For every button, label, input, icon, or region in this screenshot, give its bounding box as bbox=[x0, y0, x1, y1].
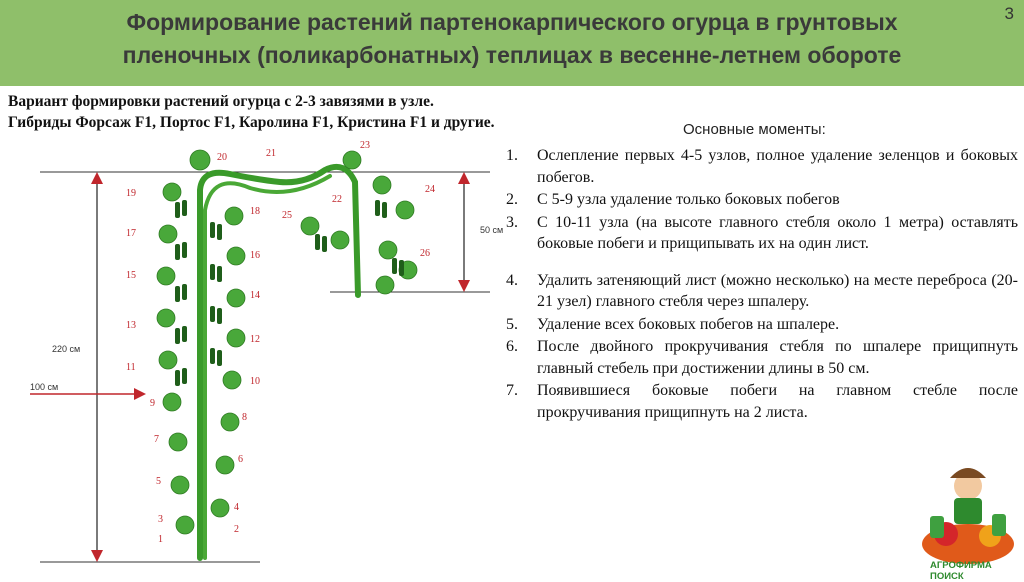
list-item bbox=[506, 336, 1018, 379]
list-item-number: 2. bbox=[506, 191, 518, 208]
slide-number: 3 bbox=[1004, 4, 1014, 23]
list-item-number: 5. bbox=[506, 315, 518, 333]
node-label-12: 12 bbox=[250, 334, 260, 345]
list-item bbox=[506, 314, 1018, 336]
subtitle bbox=[8, 91, 495, 133]
node-label-4: 4 bbox=[234, 502, 239, 513]
main-stem bbox=[200, 167, 358, 558]
list-item-number: 6. bbox=[506, 338, 518, 355]
node-label-20: 20 bbox=[217, 152, 227, 163]
list-item bbox=[506, 145, 1018, 188]
list-item bbox=[506, 380, 1018, 423]
slide-title-line2: пленочных (поликарбонатных) теплицах в весенне-летнем обороте bbox=[122, 42, 902, 68]
node-label-22: 22 bbox=[332, 194, 342, 205]
node-label-23: 23 bbox=[360, 140, 370, 151]
list-item-text: Появившиеся боковые побеги на главном стебле после прокручивания прищипнуть на 2 листа. bbox=[537, 382, 1018, 421]
list-item bbox=[506, 270, 1018, 313]
node-label-7: 7 bbox=[154, 434, 159, 445]
cucumber-plant-diagram bbox=[0, 130, 504, 570]
node-label-24: 24 bbox=[425, 184, 435, 195]
list-item-number: 4. bbox=[506, 271, 518, 289]
node-label-6: 6 bbox=[238, 454, 243, 465]
list-item-text: После двойного прокручивания стебля по шпалере прищипнуть главный стебель при достижении длины в 50 см. bbox=[537, 338, 1018, 377]
company-logo-text: АГРОФИРМА ПОИСК bbox=[930, 560, 992, 582]
list-item-number: 1. bbox=[506, 147, 518, 164]
node-label-16: 16 bbox=[250, 250, 260, 261]
list-item-number: 7. bbox=[506, 382, 518, 399]
company-logo-icon bbox=[912, 456, 1024, 574]
height-50-label: 50 см bbox=[480, 225, 504, 235]
list-item-number: 3. bbox=[506, 213, 518, 231]
node-label-13: 13 bbox=[126, 320, 136, 331]
list-item bbox=[506, 212, 1018, 255]
node-label-25: 25 bbox=[282, 210, 292, 221]
node-label-19: 19 bbox=[126, 188, 136, 199]
node-label-17: 17 bbox=[126, 228, 136, 239]
node-label-15: 15 bbox=[126, 270, 136, 281]
list-item-text: Удаление всех боковых побегов на шпалере. bbox=[537, 315, 840, 333]
node-label-10: 10 bbox=[250, 376, 260, 387]
cucumbers bbox=[175, 200, 404, 386]
node-label-1: 1 bbox=[158, 534, 163, 545]
height-100-label: 100 см bbox=[30, 382, 59, 392]
node-label-26: 26 bbox=[420, 248, 430, 259]
node-label-8: 8 bbox=[242, 412, 247, 423]
node-label-18: 18 bbox=[250, 206, 260, 217]
slide-title-line1: Формирование растений партенокарпического огурца в грунтовых bbox=[126, 9, 898, 35]
slide-title bbox=[0, 6, 1024, 72]
subtitle-line2: Гибриды Форсаж F1, Портос F1, Каролина F1, Кристина F1 и другие. bbox=[8, 114, 495, 131]
list-item-text: Ослепление первых 4-5 узлов, полное удаление зеленцов и боковых побегов. bbox=[537, 147, 1018, 186]
main-points-heading: Основные моменты: bbox=[683, 121, 826, 138]
node-label-11: 11 bbox=[126, 362, 136, 373]
list-item-text: Удалить затеняющий лист (можно несколько) на месте переброса (20-21 узел) главного стебля через шпалеру. bbox=[537, 271, 1018, 310]
node-label-2: 2 bbox=[234, 524, 239, 535]
list-item bbox=[506, 189, 1018, 211]
list-item-text: С 10-11 узла (на высоте главного стебля около 1 метра) оставлять боковые побеги и прищипывать их на один лист. bbox=[537, 213, 1018, 252]
list-item-text: С 5-9 узла удаление только боковых побегов bbox=[537, 191, 840, 208]
node-label-9: 9 bbox=[150, 398, 155, 409]
node-label-14: 14 bbox=[250, 290, 260, 301]
node-label-21: 21 bbox=[266, 148, 276, 159]
height-220-label: 220 см bbox=[52, 344, 81, 354]
node-label-3: 3 bbox=[158, 514, 163, 525]
main-points-list bbox=[506, 145, 1018, 424]
subtitle-line1: Вариант формировки растений огурца с 2-3 завязями в узле. bbox=[8, 93, 434, 110]
node-label-5: 5 bbox=[156, 476, 161, 487]
